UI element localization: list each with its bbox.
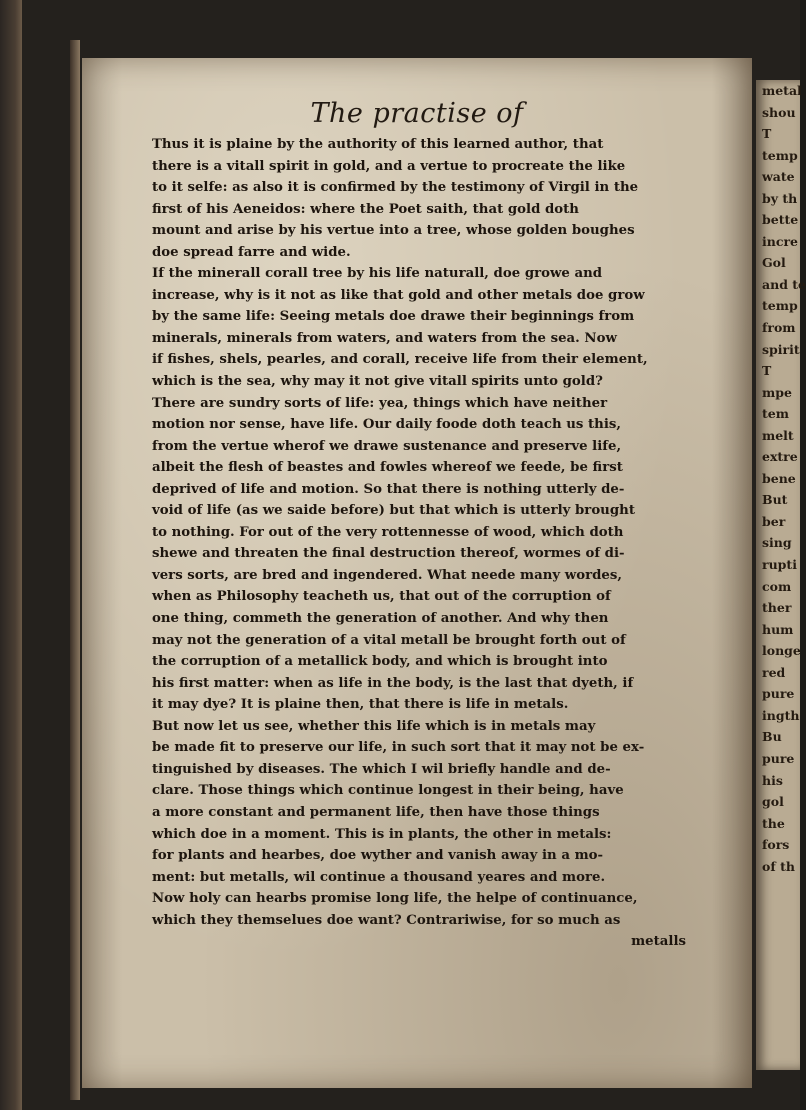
text-line: motion nor sense, have life. Our daily foode doth teach us this, [152,417,622,433]
running-head: The practise of [310,98,524,129]
facing-page-word: red [762,664,786,680]
text-line: vers sorts, are bred and ingendered. What neede many wordes, [152,567,622,583]
facing-page-word: the [762,815,785,831]
text-line: for plants and hearbes, doe wyther and vanish away in a mo- [152,848,604,864]
facing-page-word: bette [762,212,799,228]
text-line: mount and arise by his vertue into a tree, whose golden boughes [152,223,635,239]
text-line: tinguished by diseases. The which I wil briefly handle and de- [152,761,611,777]
text-line: his first matter: when as life in the body, is the last that dyeth, if [152,675,634,691]
text-line: there is a vitall spirit in gold, and a vertue to procreate the like [152,158,626,174]
book-page [82,58,752,1088]
facing-page-word: melt [762,427,794,443]
text-line: increase, why is it not as like that gold and other metals doe grow [152,287,645,303]
facing-page-word: and te [762,276,806,292]
facing-page-word: longe [762,643,801,659]
text-line: void of life (as we saide before) but that which is utterly brought [152,503,635,519]
facing-page-word: sing [762,535,792,551]
paragraph-3 [126,716,686,953]
text-line: There are sundry sorts of life: yea, things which have neither [152,395,608,411]
facing-page-word: bene [762,470,796,486]
text-line: it may dye? It is plaine then, that there is life in metals. [152,697,569,713]
catchword: metalls [631,934,686,950]
facing-page-fragment [756,80,806,1070]
facing-page-word: from [762,320,796,336]
facing-page-word: metal [762,83,802,98]
facing-page-word: T [762,363,772,379]
text-line: be made fit to preserve our life, in such sort that it may not be ex- [152,740,645,756]
paragraph-2 [126,263,686,715]
text-line: to nothing. For out of the very rottennesse of wood, which doth [152,524,624,540]
facing-page-word: T [762,126,772,142]
facing-page-word: shou [762,104,796,120]
text-line: which is the sea, why may it not give vitall spirits unto gold? [152,374,603,390]
facing-page-word: by th [762,190,798,206]
facing-page-word: ber [762,513,786,529]
facing-page-word: hum [762,621,794,637]
facing-page-word: pure [762,686,795,702]
facing-page-word: temp [762,147,798,163]
facing-page-word: ingth [762,707,800,723]
facing-page-word: tem [762,406,789,422]
text-line: if fishes, shels, pearles, and corall, receive life from their element, [152,352,648,368]
facing-page-word: gol [762,794,784,810]
text-line: ment: but metalls, wil continue a thousand yeares and more. [152,869,606,885]
text-line: minerals, minerals from waters, and waters from the sea. Now [152,330,617,346]
facing-page-word: ther [762,600,792,616]
text-line: to it selfe: as also it is confirmed by the testimony of Virgil in the [152,180,639,196]
paragraph-1 [126,134,686,263]
text-line: clare. Those things which continue longest in their being, have [152,783,624,799]
facing-page-word: mpe [762,384,792,400]
text-line: by the same life: Seeing metals doe drawe their beginnings from [152,309,635,325]
facing-page-word: Bu [762,729,782,745]
text-line: deprived of life and motion. So that there is nothing utterly de- [152,481,625,497]
facing-page-word: fors [762,837,790,853]
text-line: If the minerall corall tree by his life naturall, doe growe and [152,266,603,282]
facing-page-word: extre [762,449,798,465]
text-line: a more constant and permanent life, then have those things [152,804,600,820]
facing-page-word: But [762,492,788,508]
facing-page-word: com [762,578,792,594]
facing-page-word: temp [762,298,798,314]
text-line: when as Philosophy teacheth us, that out of the corruption of [152,589,611,605]
text-line: may not the generation of a vital metall be brought forth out of [152,632,626,648]
text-line: shewe and threaten the final destruction thereof, wormes of di- [152,546,625,562]
text-line: doe spread farre and wide. [152,244,351,260]
text-line: Thus it is plaine by the authority of this learned author, that [152,137,604,152]
text-line: one thing, commeth the generation of another. And why then [152,611,609,627]
text-line: which doe in a moment. This is in plants, the other in metals: [152,826,612,842]
text-line: which they themselues doe want? Contrariwise, for so much as [152,912,621,928]
text-line: from the vertue wherof we drawe sustenance and preserve life, [152,438,622,454]
text-line: first of his Aeneidos: where the Poet saith, that gold doth [152,201,579,217]
facing-page-word: wate [762,169,795,185]
text-line: the corruption of a metallick body, and which is brought into [152,654,608,670]
text-line: albeit the flesh of beastes and fowles whereof we feede, be first [152,460,623,476]
body-text [126,134,686,953]
facing-page-word: pure [762,750,795,766]
facing-page-word: his [762,772,783,788]
page-edge [70,40,80,1100]
facing-page-word: Gol [762,255,786,271]
text-line: But now let us see, whether this life which is in metals may [152,718,596,734]
text-line: Now holy can hearbs promise long life, the helpe of continuance, [152,891,638,907]
left-page-gutter [0,0,22,1110]
facing-page-word: rupti [762,557,797,573]
facing-page-word: spirit [762,341,800,357]
facing-page-word: incre [762,233,798,249]
facing-page-word: of th [762,858,795,874]
